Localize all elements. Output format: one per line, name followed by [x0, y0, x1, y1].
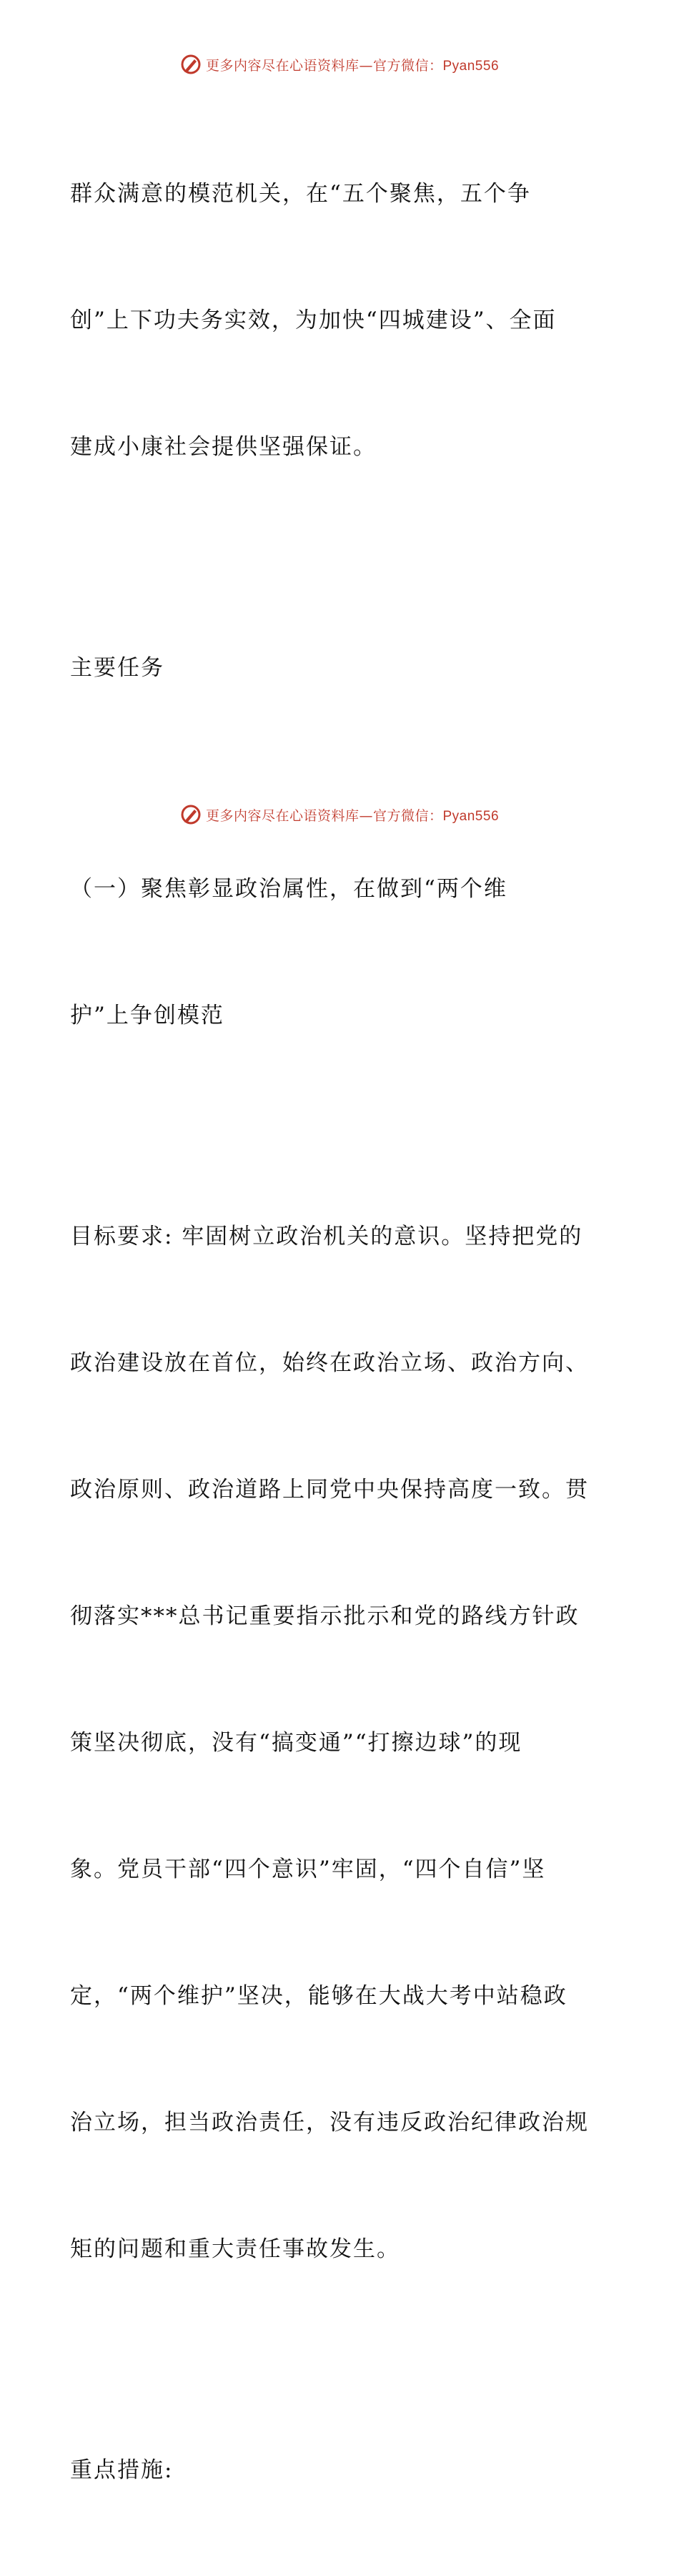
watermark-site-text: 更多内容尽在心语资料库 — [205, 807, 360, 824]
text-line: 治立场，担当政治责任，没有违反政治纪律政治规 — [70, 2110, 589, 2135]
text-line: 主要任务 — [70, 655, 164, 681]
watermark-separator: — — [359, 807, 373, 824]
paragraph-goals — [70, 1131, 613, 2355]
text-line: 重点措施: — [70, 2457, 174, 2483]
watermark-text — [206, 805, 499, 825]
text-line: 目标要求: 牢固树立政治机关的意识。坚持把党的 — [70, 1224, 583, 1249]
text-line: 创”上下功夫务实效，为加快“四城建设”、全面 — [70, 308, 557, 333]
watermark-wechat-label: 官方微信： — [372, 57, 443, 74]
heading-key-measures — [70, 2365, 613, 2576]
text-line: 护”上争创模范 — [70, 1003, 224, 1028]
text-line: 群众满意的模范机关，在“五个聚焦，五个争 — [70, 181, 531, 207]
text-line: （一）聚焦彰显政治属性，在做到“两个维 — [70, 876, 507, 902]
text-line: 彻落实***总书记重要指示批示和党的路线方针政 — [70, 1603, 580, 1629]
document-body — [70, 89, 613, 2576]
header-watermark — [0, 50, 679, 79]
footer-watermark — [0, 800, 679, 829]
watermark-separator: — — [359, 57, 373, 74]
text-line: 矩的问题和重大责任事故发生。 — [70, 2236, 400, 2262]
pen-logo-icon — [180, 804, 202, 825]
paragraph-intro — [70, 89, 613, 553]
text-line: 政治建设放在首位，始终在政治立场、政治方向、 — [70, 1350, 589, 1376]
text-line: 象。党员干部“四个意识”牢固，“四个自信”坚 — [70, 1857, 546, 1882]
text-line: 策坚决彻底，没有“搞变通”“打擦边球”的现 — [70, 1730, 522, 1756]
text-line: 政治原则、政治道路上同党中央保持高度一致。贯 — [70, 1477, 589, 1503]
heading-section-one — [70, 784, 613, 1121]
watermark-wechat-label: 官方微信： — [372, 807, 443, 824]
watermark-text — [206, 55, 499, 74]
heading-main-tasks — [70, 563, 613, 774]
watermark-wechat-id: Pyan556 — [442, 808, 500, 824]
text-line: 建成小康社会提供坚强保证。 — [70, 434, 377, 460]
watermark-wechat-id: Pyan556 — [442, 58, 500, 74]
text-line: 定，“两个维护”坚决，能够在大战大考中站稳政 — [70, 1983, 568, 2009]
pen-logo-icon — [180, 54, 202, 75]
watermark-site-text: 更多内容尽在心语资料库 — [205, 57, 360, 74]
